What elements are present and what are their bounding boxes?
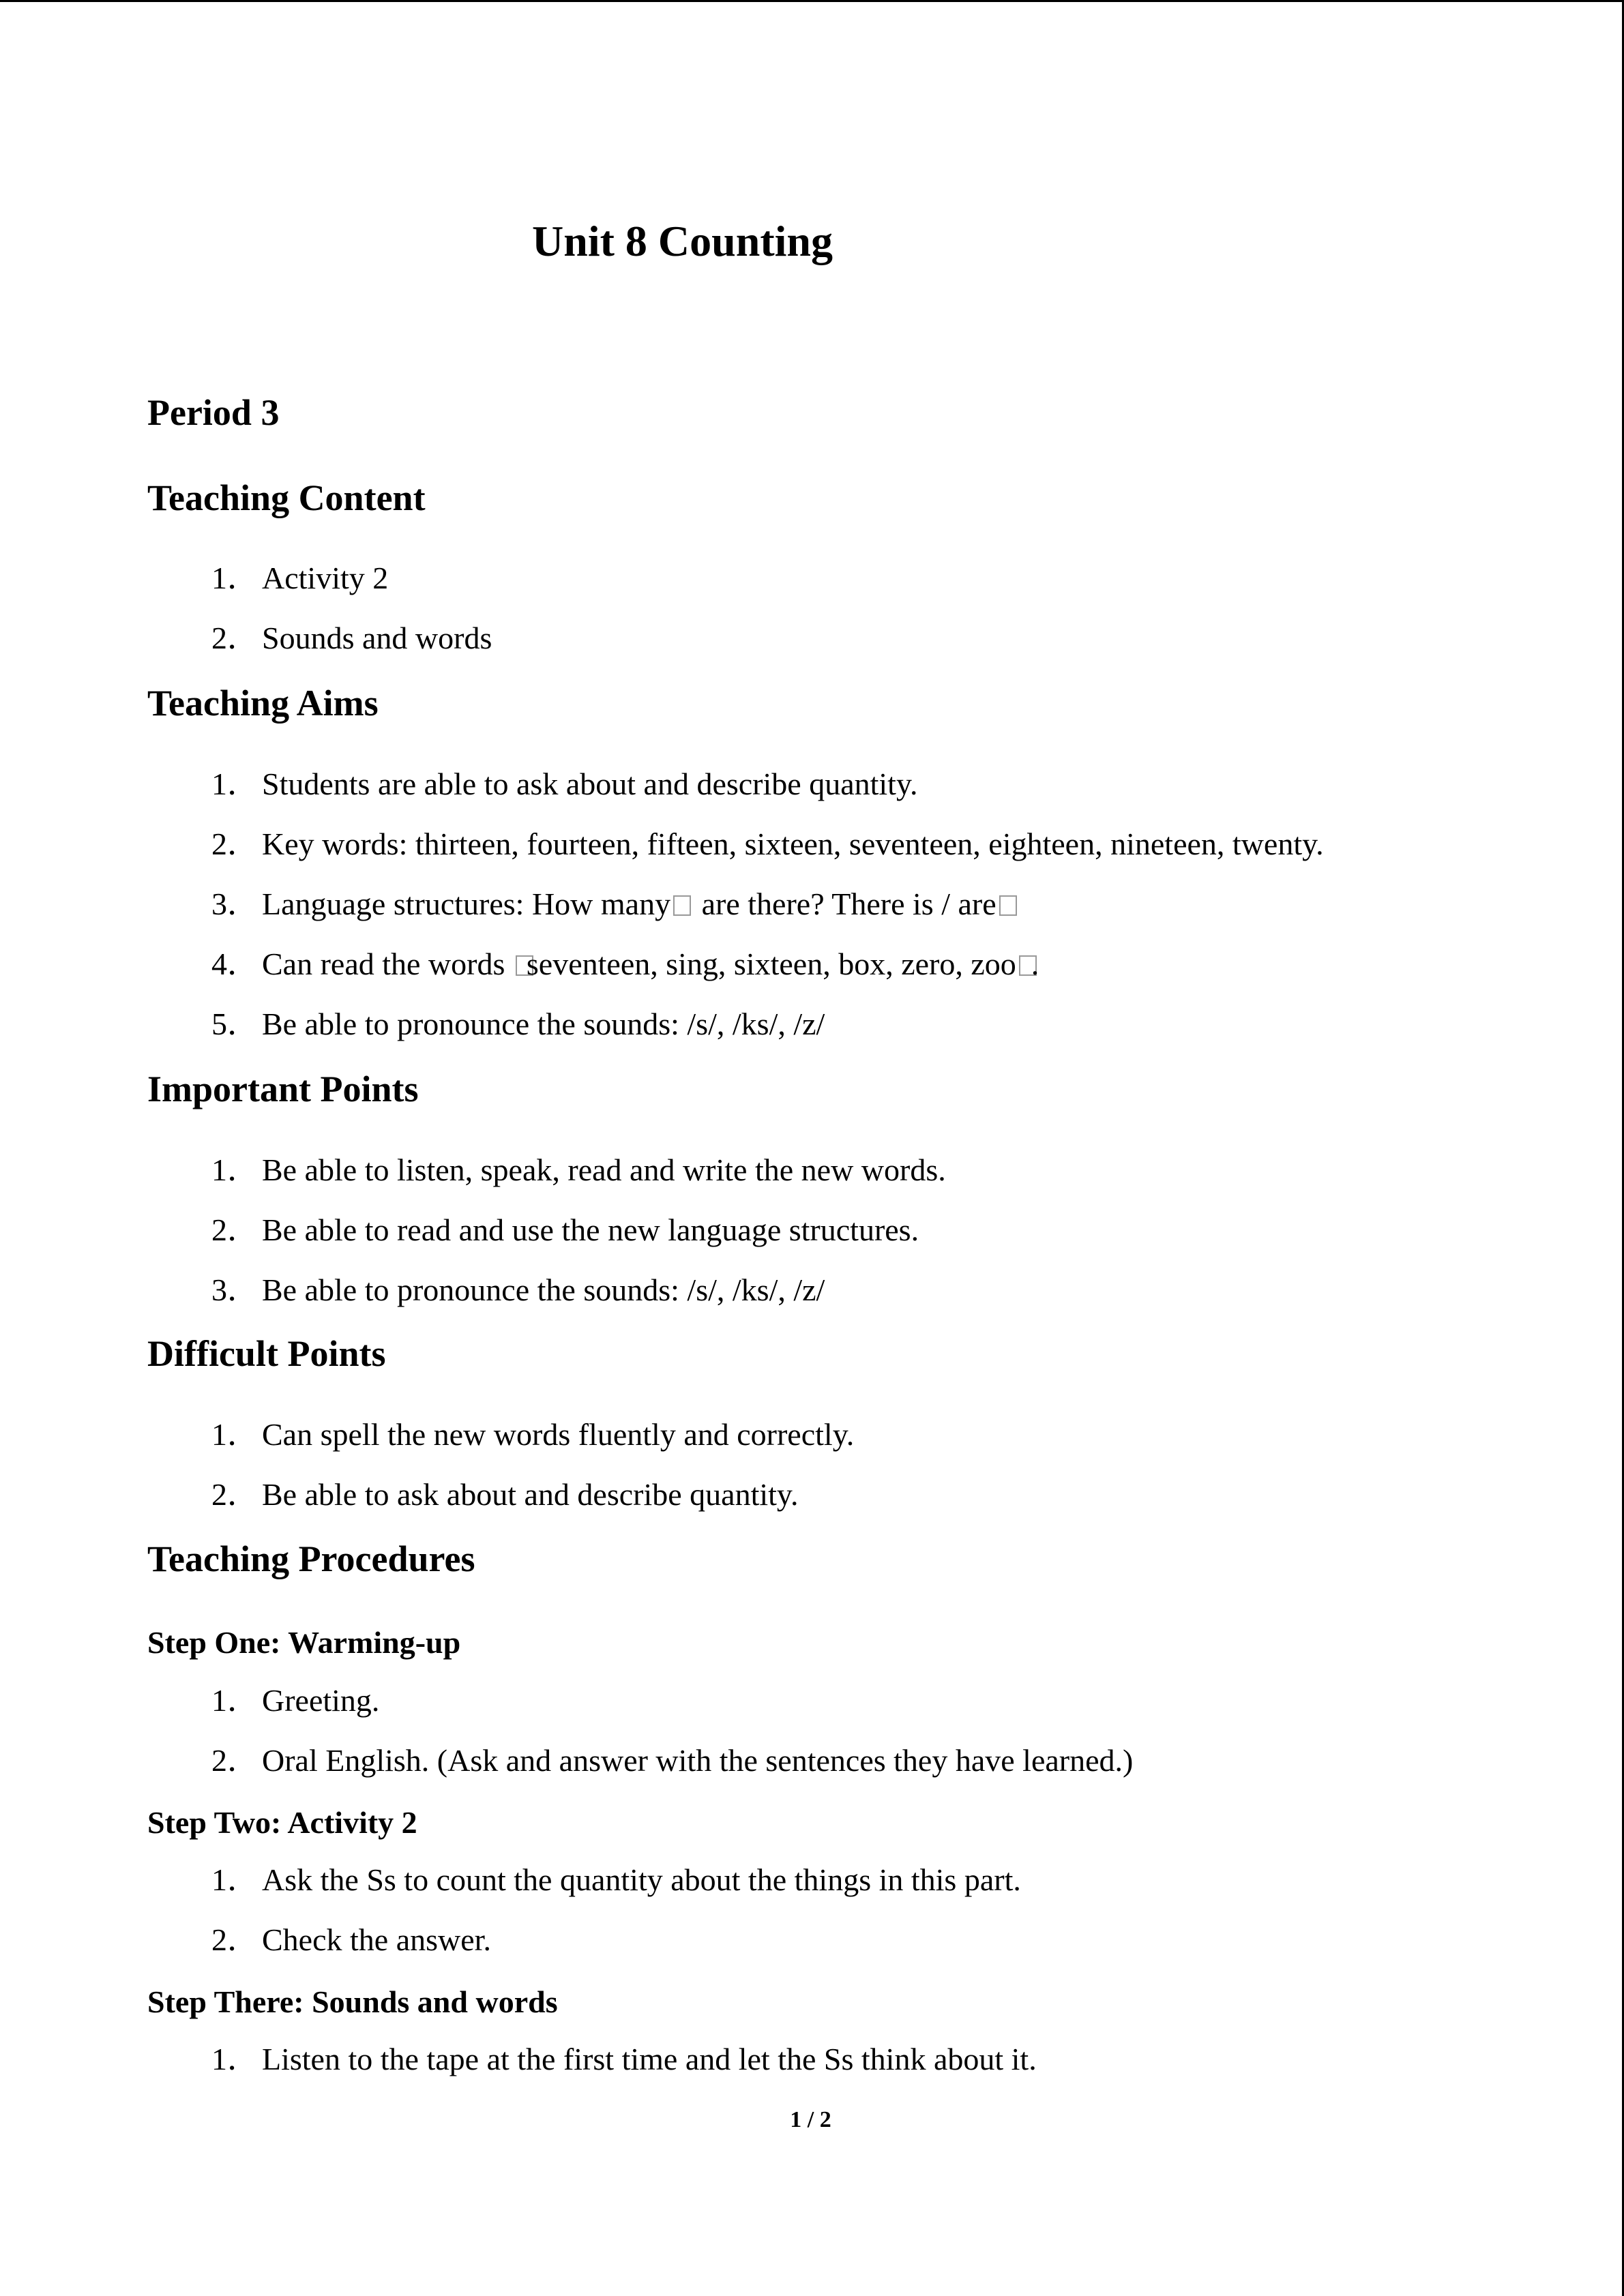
missing-glyph-box [999,895,1017,916]
important-points-heading: Important Points [147,1069,419,1109]
list-item: 1． Be able to listen, speak, read and write the new words. [211,1152,946,1187]
page-number: 1 / 2 [790,2107,831,2132]
list-item: 2． Be able to ask about and describe quantity. [211,1477,799,1512]
list-item: 2． Key words: thirteen, fourteen, fifteen, sixteen, seventeen, eighteen, nineteen, twenty. [211,826,1324,861]
period-heading: Period 3 [147,392,280,433]
teaching-aims-heading: Teaching Aims [147,683,379,724]
list-item: 3． Language structures: How many are there? There is / are [211,884,1020,925]
list-item: 1． Listen to the tape at the first time and let the Ss think about it. [211,2042,1037,2076]
difficult-points-heading: Difficult Points [147,1333,386,1374]
list-item: 3． Be able to pronounce the sounds: /s/, /ks/, /z/ [211,1272,825,1307]
list-item: 1． Greeting. [211,1683,380,1718]
list-item: 1． Students are able to ask about and describe quantity. [211,766,918,801]
step-heading: Step One: Warming-up [147,1625,461,1660]
list-item: 1． Ask the Ss to count the quantity about the things in this part. [211,1862,1021,1897]
list-item: 2． Check the answer. [211,1922,491,1957]
step-heading: Step There: Sounds and words [147,1984,558,2019]
list-item: 4． Can read the words seventeen, sing, sixteen, box, zero, zoo . [211,946,1039,981]
list-item: 1． Can spell the new words fluently and correctly. [211,1417,855,1452]
document-title: Unit 8 Counting [532,217,833,265]
teaching-procedures-heading: Teaching Procedures [147,1538,475,1579]
teaching-content-heading: Teaching Content [147,477,426,518]
missing-glyph-box [673,895,691,916]
list-item: 5． Be able to pronounce the sounds: /s/, /ks/, /z/ [211,1007,825,1041]
step-heading: Step Two: Activity 2 [147,1805,417,1840]
list-item: 1． Activity 2 [211,561,389,595]
list-item: 2． Be able to read and use the new language structures. [211,1212,919,1247]
list-item: 2． Sounds and words [211,621,492,655]
list-item: 2． Oral English. (Ask and answer with the sentences they have learned.) [211,1743,1134,1778]
